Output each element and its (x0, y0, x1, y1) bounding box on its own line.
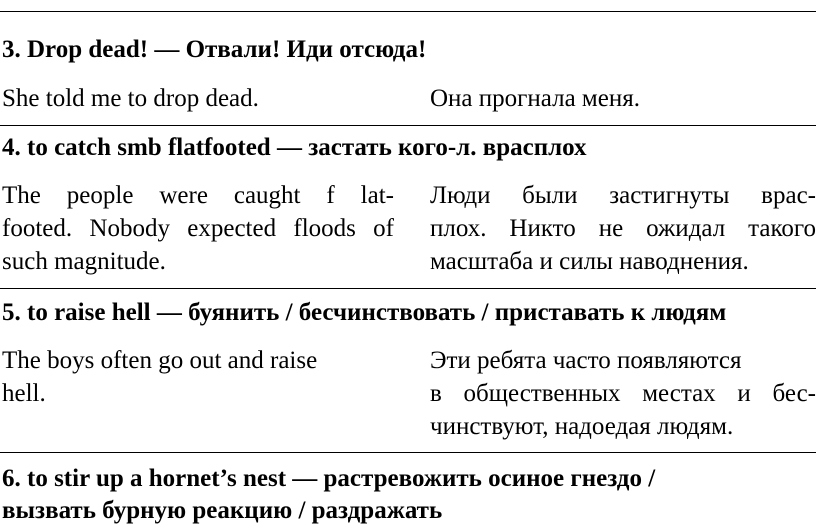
divider-entry-4 (0, 125, 816, 126)
entry-4-russian (430, 179, 816, 278)
entry-3-english-line-1: She told me to drop dead. (2, 85, 259, 112)
entry-3-russian-line-1: Она прогнала меня. (430, 85, 640, 112)
divider-entry-6 (0, 452, 816, 453)
entry-3-english (2, 82, 394, 115)
entry-5-russian-line-2: в общественных местах и бес- (430, 380, 816, 407)
divider-top (0, 11, 816, 12)
entry-4-russian-line-2: плох. Никто не ожидал такого (430, 215, 816, 242)
divider-entry-5 (0, 288, 816, 289)
entry-4-english-line-2: footed. Nobody expected floods of (2, 215, 394, 242)
entry-5-english-line-1: The boys often go out and raise (2, 347, 318, 374)
entry-6-heading-line-2: вызвать бурную реакцию / раздражать (2, 497, 443, 524)
entry-5-heading: 5. to raise hell — буянить / бесчинствовать / приставать к людям (2, 299, 727, 326)
entry-4-russian-line-1: Люди были застигнуты врас- (430, 182, 816, 209)
entry-5-russian-line-1: Эти ребята часто появляются (430, 347, 742, 374)
entry-3-russian (430, 82, 816, 115)
entry-6-heading-line-1: 6. to stir up a hornet’s nest — растревожить осиное гнездо / (2, 465, 656, 492)
entry-4-english-line-3: such magnitude. (2, 248, 166, 275)
entry-5-english (2, 344, 394, 410)
entry-3-heading: 3. Drop dead! — Отвали! Иди отсюда! (2, 36, 427, 63)
entry-4-heading: 4. to catch smb flatfooted — застать кого-л. врасплох (2, 134, 587, 161)
entry-5-english-line-2: hell. (2, 380, 46, 407)
entry-4-russian-line-3: масштаба и силы наводнения. (430, 248, 749, 275)
entry-5-russian-line-3: чинствуют, надоедая людям. (430, 413, 734, 440)
entry-4-english (2, 179, 394, 278)
entry-5-russian (430, 344, 816, 443)
entry-4-english-line-1: The people were caught f lat- (2, 182, 394, 209)
